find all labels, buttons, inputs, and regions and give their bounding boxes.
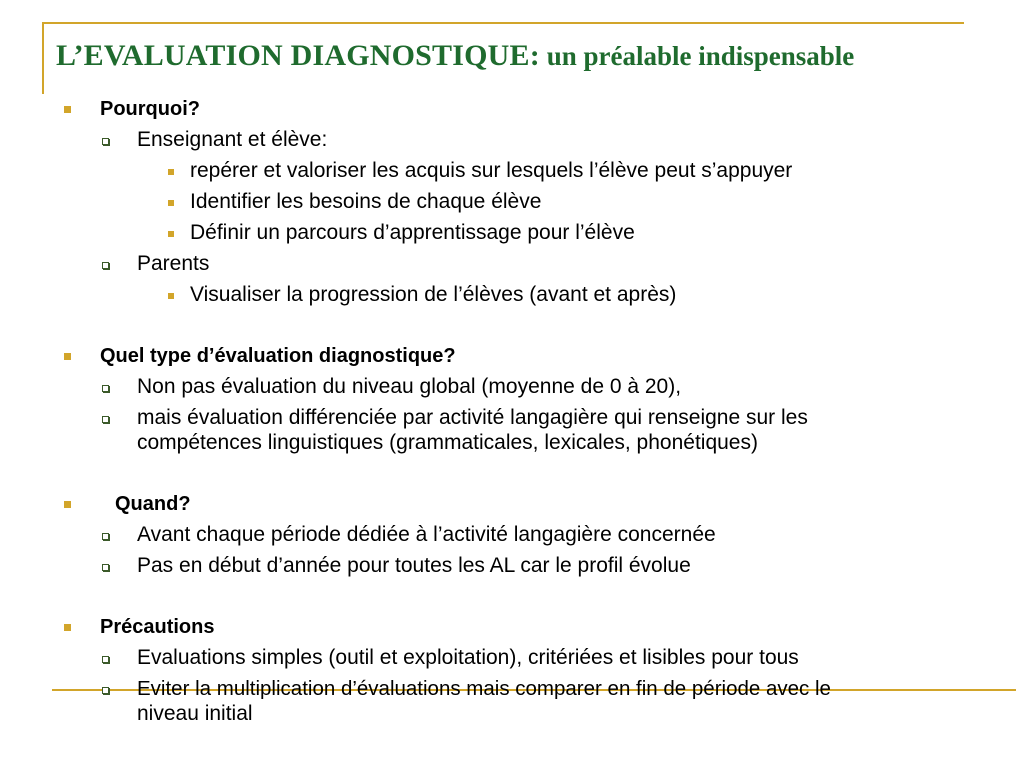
subitem-identifier: Identifier les besoins de chaque élève [190, 190, 542, 213]
item-evaluations-simples: Evaluations simples (outil et exploitation), critériées et lisibles pour tous [137, 646, 799, 669]
slide-title-sub: un préalable indispensable [539, 41, 855, 71]
checkbox-bullet-icon [102, 385, 109, 392]
item-non-pas: Non pas évaluation du niveau global (moyenne de 0 à 20), [137, 375, 682, 398]
section-heading-precautions: Précautions [100, 616, 215, 638]
item-mais-evaluation-cont: compétences linguistiques (grammaticales, lexicales, phonétiques) [137, 431, 758, 454]
subitem-definir: Définir un parcours d’apprentissage pour l’élève [190, 221, 635, 244]
item-mais-evaluation: mais évaluation différenciée par activité langagière qui renseigne sur les [137, 406, 808, 429]
section-heading-quand: Quand? [115, 493, 191, 515]
item-pas-en-debut: Pas en début d’année pour toutes les AL car le profil évolue [137, 554, 691, 577]
section-bullet-icon [64, 106, 71, 113]
item-avant-chaque: Avant chaque période dédiée à l’activité langagière concernée [137, 523, 716, 546]
slide-title-main: L’EVALUATION DIAGNOSTIQUE: [56, 39, 540, 72]
checkbox-bullet-icon [102, 138, 109, 145]
sub-bullet-icon [168, 231, 174, 237]
section-heading-quel-type: Quel type d’évaluation diagnostique? [100, 345, 456, 367]
item-enseignant: Enseignant et élève: [137, 128, 328, 151]
subitem-visualiser: Visualiser la progression de l’élèves (avant et après) [190, 283, 677, 306]
checkbox-bullet-icon [102, 416, 109, 423]
section-bullet-icon [64, 501, 71, 508]
section-bullet-icon [64, 353, 71, 360]
sub-bullet-icon [168, 200, 174, 206]
section-heading-pourquoi: Pourquoi? [100, 98, 200, 120]
checkbox-bullet-icon [102, 533, 109, 540]
checkbox-bullet-icon [102, 687, 109, 694]
checkbox-bullet-icon [102, 262, 109, 269]
subitem-reperer: repérer et valoriser les acquis sur lesquels l’élève peut s’appuyer [190, 159, 793, 182]
sub-bullet-icon [168, 293, 174, 299]
checkbox-bullet-icon [102, 656, 109, 663]
checkbox-bullet-icon [102, 564, 109, 571]
item-eviter: Eviter la multiplication d’évaluations mais comparer en fin de période avec le [137, 677, 831, 700]
sub-bullet-icon [168, 169, 174, 175]
section-bullet-icon [64, 624, 71, 631]
item-parents: Parents [137, 252, 210, 275]
item-eviter-cont: niveau initial [137, 702, 253, 725]
